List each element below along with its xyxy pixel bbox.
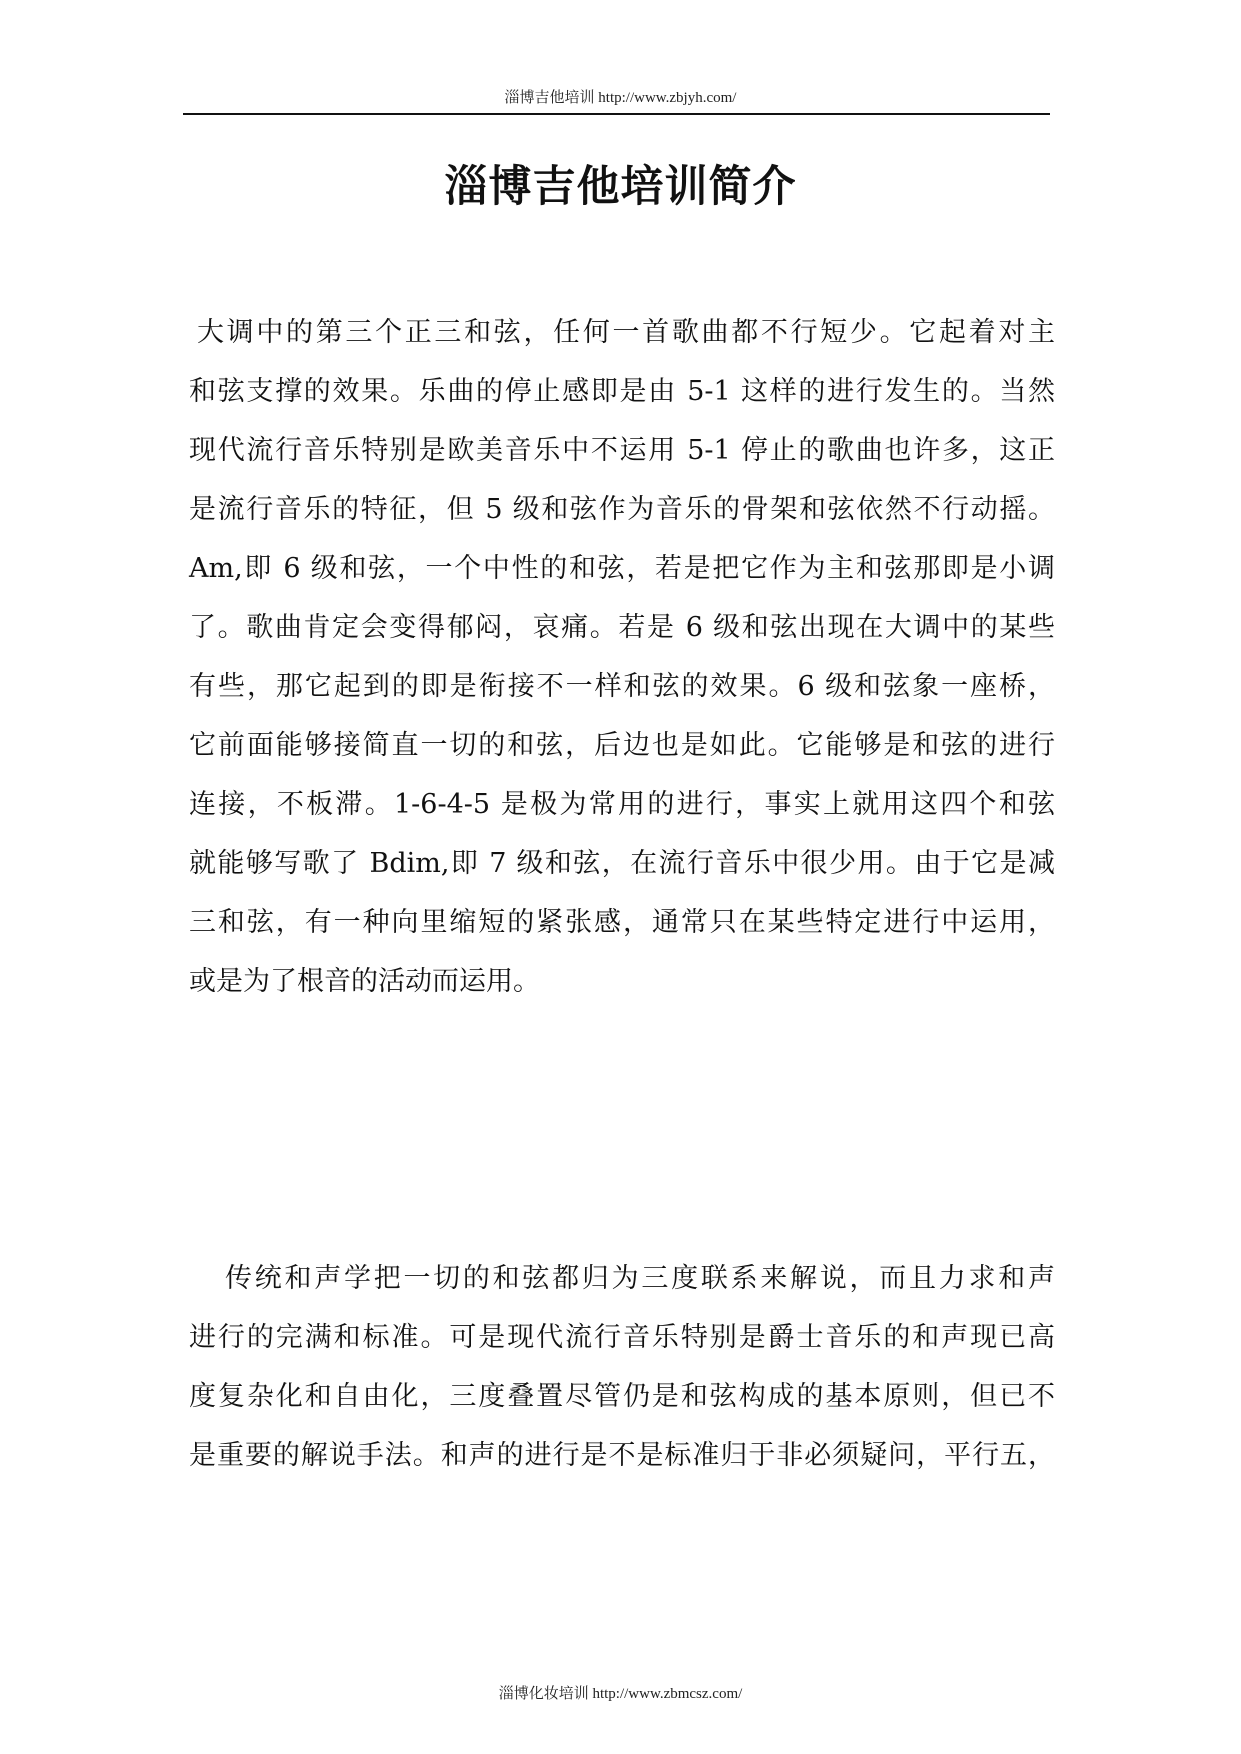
paragraph-line: 大调中的第三个正三和弦，任何一首歌曲都不行短少。它起着对主	[197, 317, 1055, 348]
paragraph-line: 传统和声学把一切的和弦都归为三度联系来解说，而且力求和声	[225, 1263, 1055, 1294]
paragraph-1	[189, 303, 1055, 1011]
paragraph-line: 和弦支撑的效果。乐曲的停止感即是由 5-1 这样的进行发生的。当然	[189, 376, 1055, 407]
paragraph-2	[189, 1249, 1055, 1485]
paragraph-line: 连接，不板滞。1-6-4-5 是极为常用的进行，事实上就用这四个和弦	[189, 789, 1055, 820]
header-divider	[183, 113, 1050, 115]
paragraph-line: 或是为了根音的活动而运用。	[189, 966, 540, 997]
paragraph-line: 有些，那它起到的即是衔接不一样和弦的效果。6 级和弦象一座桥，	[189, 671, 1055, 702]
document-title: 淄博吉他培训简介	[444, 162, 797, 212]
paragraph-line: Am,即 6 级和弦，一个中性的和弦，若是把它作为主和弦那即是小调	[189, 553, 1055, 584]
page-footer: 淄博化妆培训 http://www.zbmcsz.com/	[498, 1686, 743, 1702]
paragraph-line: 是重要的解说手法。和声的进行是不是标准归于非必须疑问，平行五，	[189, 1440, 1055, 1471]
paragraph-line: 就能够写歌了 Bdim,即 7 级和弦，在流行音乐中很少用。由于它是减	[189, 848, 1055, 879]
paragraph-line: 现代流行音乐特别是欧美音乐中不运用 5-1 停止的歌曲也许多，这正	[189, 435, 1055, 466]
paragraph-line: 它前面能够接简直一切的和弦，后边也是如此。它能够是和弦的进行	[189, 730, 1055, 761]
paragraph-line: 度复杂化和自由化，三度叠置尽管仍是和弦构成的基本原则，但已不	[189, 1381, 1055, 1412]
paragraph-line: 是流行音乐的特征，但 5 级和弦作为音乐的骨架和弦依然不行动摇。	[189, 494, 1055, 525]
paragraph-line: 三和弦，有一种向里缩短的紧张感，通常只在某些特定进行中运用，	[189, 907, 1055, 938]
paragraph-line: 了。歌曲肯定会变得郁闷，哀痛。若是 6 级和弦出现在大调中的某些	[189, 612, 1055, 643]
paragraph-line: 进行的完满和标准。可是现代流行音乐特别是爵士音乐的和声现已高	[189, 1322, 1055, 1353]
page-header: 淄博吉他培训 http://www.zbjyh.com/	[504, 90, 737, 106]
